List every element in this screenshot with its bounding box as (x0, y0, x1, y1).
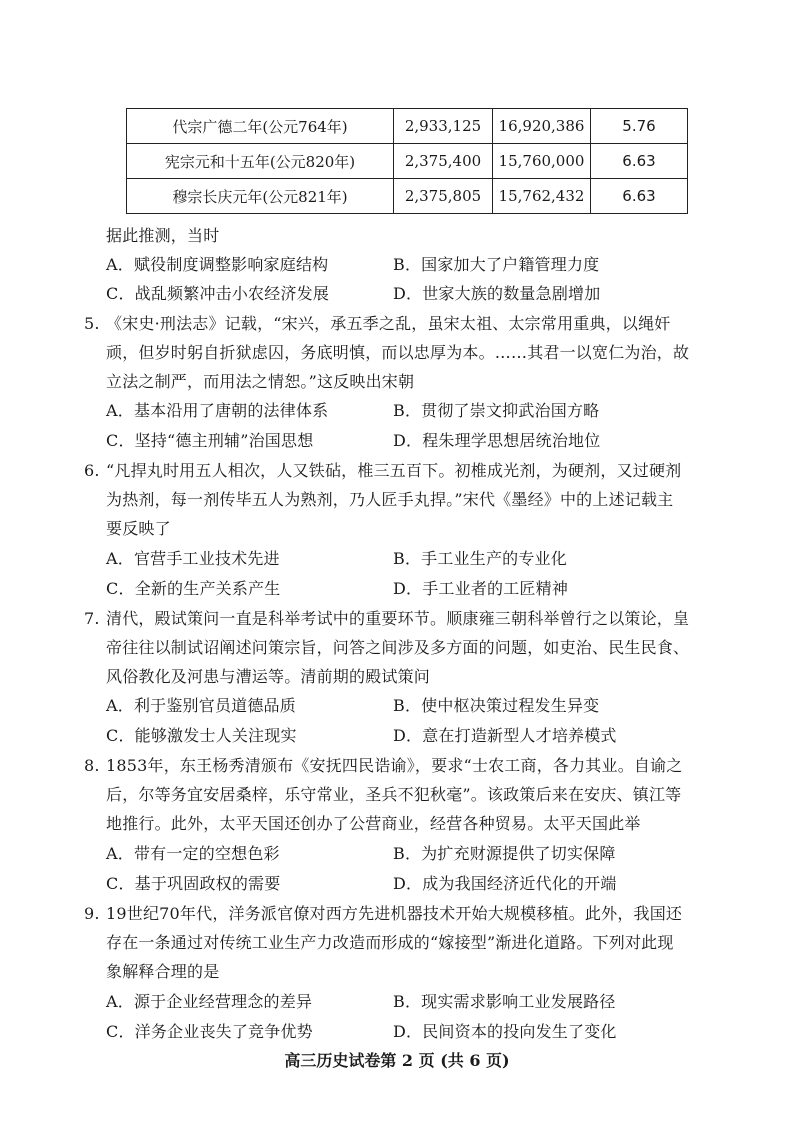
table-cell-households: 2,375,400 (394, 144, 493, 179)
table-cell-ratio: 6.63 (591, 144, 688, 179)
q4-stem-end: 据此推测，当时 (106, 226, 220, 245)
q7-stem-line: 清代，殿试策问一直是科举考试中的重要环节。顺康雍三朝科举曾行之以策论，皇 (106, 609, 690, 628)
q5-option-a[interactable]: A．基本沿用了唐朝的法律体系 (106, 401, 329, 420)
table-cell-reign: 穆宗长庆元年(公元821年) (127, 179, 394, 214)
q5-option-d[interactable]: D．程朱理学思想居统治地位 (393, 431, 601, 450)
q9-stem-line: 19世纪70年代，洋务派官僚对西方先进机器技术开始大规模移植。此外，我国还 (106, 904, 683, 923)
q4-option-a[interactable]: A．赋役制度调整影响家庭结构 (106, 255, 329, 274)
q9-number: 9. (84, 904, 100, 923)
q5-stem-line: 《宋史·刑法志》记载，“宋兴，承五季之乱，虽宋太祖、太宗常用重典，以绳奸 (106, 314, 671, 333)
q8-stem-line: 后，尔等务宜安居桑梓，乐守常业，圣兵不犯秋毫”。该政策后来在安庆、镇江等 (106, 785, 682, 804)
table-row (127, 109, 688, 144)
q9-stem-line: 存在一条通过对传统工业生产力改造而形成的“嫁接型”渐进化道路。下列对此现 (106, 933, 674, 952)
q6-option-c[interactable]: C．全新的生产关系产生 (106, 579, 281, 598)
q6-option-a[interactable]: A．官营手工业技术先进 (106, 549, 280, 568)
q9-option-c[interactable]: C．洋务企业丧失了竞争优势 (106, 1022, 313, 1041)
q7-option-a[interactable]: A．利于鉴别官员道德品质 (106, 696, 296, 715)
q7-option-d[interactable]: D．意在打造新型人才培养模式 (393, 726, 617, 745)
q9-option-d[interactable]: D．民间资本的投向发生了变化 (393, 1022, 617, 1041)
q8-option-d[interactable]: D．成为我国经济近代化的开端 (393, 874, 617, 893)
table-cell-households: 2,933,125 (394, 109, 493, 144)
table-cell-reign: 代宗广德二年(公元764年) (127, 109, 394, 144)
q9-stem-line: 象解释合理的是 (106, 962, 220, 981)
q8-option-c[interactable]: C．基于巩固政权的需要 (106, 874, 281, 893)
table-row (127, 144, 688, 179)
q6-stem-line: 要反映了 (106, 519, 171, 538)
q8-stem-line: 地推行。此外，太平天国还创办了公营商业，经营各种贸易。太平天国此举 (106, 814, 641, 833)
q6-option-d[interactable]: D．手工业者的工匠精神 (393, 579, 569, 598)
q7-option-c[interactable]: C．能够激发士人关注现实 (106, 726, 297, 745)
table-cell-population: 15,760,000 (493, 144, 591, 179)
q8-stem-line: 1853年，东王杨秀清颁布《安抚四民诰谕》，要求“士农工商，各力其业。自谕之 (106, 756, 683, 775)
table-cell-ratio: 6.63 (591, 179, 688, 214)
q5-option-b[interactable]: B．贯彻了崇文抑武治国方略 (393, 401, 600, 420)
q8-option-b[interactable]: B．为扩充财源提供了切实保障 (393, 844, 616, 863)
q4-option-b[interactable]: B．国家加大了户籍管理力度 (393, 255, 600, 274)
q4-option-d[interactable]: D．世家大族的数量急剧增加 (393, 284, 601, 303)
q7-number: 7. (84, 609, 100, 628)
table-row (127, 179, 688, 214)
q4-option-c[interactable]: C．战乱频繁冲击小农经济发展 (106, 284, 330, 303)
q8-number: 8. (84, 756, 100, 775)
q9-option-a[interactable]: A．源于企业经营理念的差异 (106, 992, 313, 1011)
population-table (126, 108, 688, 214)
q5-number: 5. (84, 314, 100, 333)
q8-option-a[interactable]: A．带有一定的空想色彩 (106, 844, 280, 863)
q7-stem-line: 风俗教化及河患与漕运等。清前期的殿试策问 (106, 667, 431, 686)
table-cell-population: 16,920,386 (493, 109, 591, 144)
q6-stem-line: 为热剂，每一剂传毕五人为熟剂，乃人匠手丸捍。”宋代《墨经》中的上述记载主 (106, 490, 674, 509)
table-cell-ratio: 5.76 (591, 109, 688, 144)
q5-option-c[interactable]: C．坚持“德主刑辅”治国思想 (106, 431, 314, 450)
q6-stem-line: “凡捍丸时用五人相次，人又铁砧，椎三五百下。初椎成光剂，为硬剂，又过硬剂 (106, 461, 682, 480)
q7-option-b[interactable]: B．使中枢决策过程发生异变 (393, 696, 600, 715)
q6-option-b[interactable]: B．手工业生产的专业化 (393, 549, 567, 568)
table-cell-reign: 宪宗元和十五年(公元820年) (127, 144, 394, 179)
table-cell-households: 2,375,805 (394, 179, 493, 214)
table-cell-population: 15,762,432 (493, 179, 591, 214)
q5-stem-line: 立法之制严，而用法之情恕。”这反映出宋朝 (106, 372, 415, 391)
q9-option-b[interactable]: B．现实需求影响工业发展路径 (393, 992, 616, 1011)
q6-number: 6. (84, 461, 100, 480)
q7-stem-line: 帝往往以制试诏阐述问策宗旨，问答之间涉及多方面的问题，如吏治、民生民食、 (106, 638, 690, 657)
page-footer: 高三历史试卷第 2 页 (共 6 页) (284, 1051, 510, 1070)
q5-stem-line: 顽，但岁时躬自折狱虑囚，务底明慎，而以忠厚为本。……其君一以宽仁为治，故 (106, 343, 690, 362)
